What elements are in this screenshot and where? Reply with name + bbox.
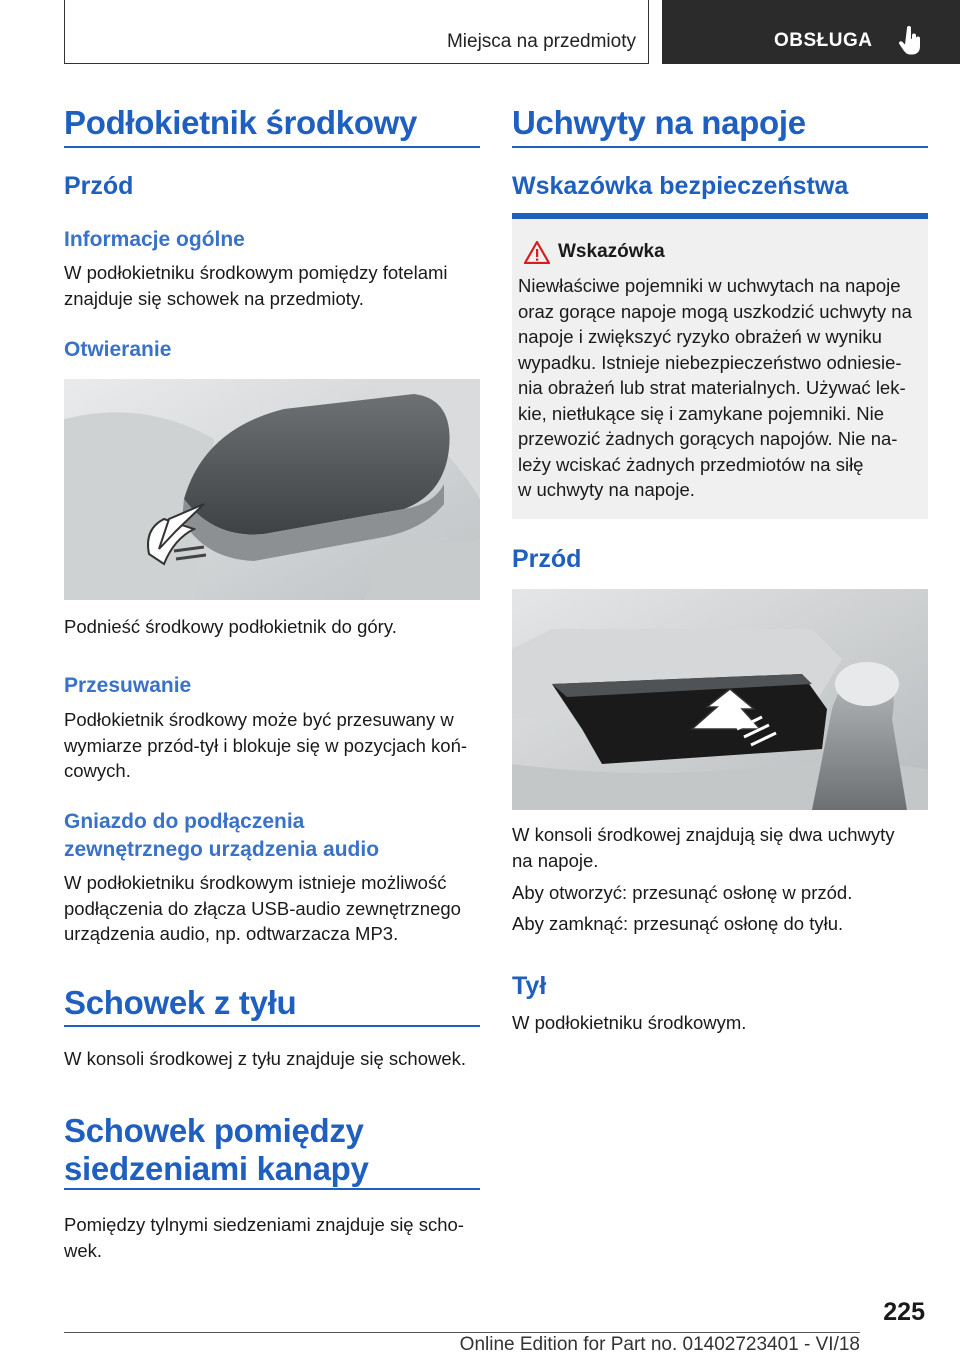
cupholder-illustration xyxy=(512,589,928,810)
warning-triangle-icon xyxy=(524,241,550,264)
heading-rule xyxy=(64,146,480,148)
heading-front-cupholder: Przód xyxy=(512,545,582,573)
heading-audio xyxy=(64,808,379,864)
heading-rule xyxy=(64,1188,480,1190)
text-line: oraz gorące napoje mogą uszkodzić uchwyty na xyxy=(518,300,912,322)
header-section-box xyxy=(64,0,649,64)
chapter-title: OBSŁUGA xyxy=(774,30,873,51)
text-line: W podłokietniku środkowym pomiędzy fotelami xyxy=(64,262,448,283)
heading-rear-storage: Schowek z tyłu xyxy=(64,984,297,1021)
text-line: Podłokietnik środkowy może być przesuwany w xyxy=(64,709,454,730)
paragraph-rear-storage: W konsoli środkowej z tyłu znajduje się schowek. xyxy=(64,1048,467,1069)
heading-general-info: Informacje ogólne xyxy=(64,228,245,251)
text-line: w uchwyty na napoje. xyxy=(518,479,695,500)
heading-line: siedzeniami kanapy xyxy=(64,1150,369,1187)
paragraph-rear-cupholder: W podłokietniku środkowym. xyxy=(512,1012,747,1033)
paragraph-between-seats xyxy=(64,1212,484,1263)
heading-front: Przód xyxy=(64,172,134,200)
section-title: Miejsca na przedmioty xyxy=(446,31,636,52)
paragraph-open: Aby otworzyć: przesunąć osłonę w przód. xyxy=(512,882,853,903)
text-line: urządzenia audio, np. odtwarzacza MP3. xyxy=(64,923,399,944)
text-line: Niewłaściwe pojemniki w uchwytach na napoje xyxy=(518,275,901,296)
paragraph-sliding xyxy=(64,707,484,784)
heading-line: zewnętrznego urządzenia audio xyxy=(64,838,380,861)
paragraph-front-cupholder xyxy=(512,822,932,873)
warning-title: Wskazówka xyxy=(558,241,665,262)
heading-between-seats xyxy=(64,1112,369,1188)
hand-pointer-icon xyxy=(898,26,924,56)
text-line: nia obrażeń lub strat materialnych. Używać lek- xyxy=(518,377,906,398)
text-line: kie, nietłukące się i zamykane pojemniki. Nie xyxy=(518,402,885,424)
cupholder-photo xyxy=(512,589,928,810)
text-line: W konsoli środkowej znajdują się dwa uchwyty xyxy=(512,824,895,845)
footer-edition: Online Edition for Part no. 01402723401 - VI/18 xyxy=(459,1334,860,1355)
text-line: wek. xyxy=(64,1239,103,1261)
armrest-photo xyxy=(64,379,480,600)
header-chapter-box xyxy=(662,0,960,64)
text-line: przewozić żadnych gorących napojów. Nie na- xyxy=(518,428,898,449)
text-line: W podłokietniku środkowym istnieje możliwość xyxy=(64,872,447,893)
warning-text xyxy=(518,273,928,503)
text-line: cowych. xyxy=(64,760,131,781)
heading-line: Schowek pomiędzy xyxy=(64,1112,364,1149)
text-line: napoje i zwiększyć ryzyko obrażeń w wyniku xyxy=(518,326,882,347)
paragraph-audio xyxy=(64,870,484,947)
heading-armrest: Podłokietnik środkowy xyxy=(64,104,418,141)
heading-cupholders: Uchwyty na napoje xyxy=(512,104,806,141)
heading-sliding: Przesuwanie xyxy=(64,674,192,697)
text-line: znajduje się schowek na przedmioty. xyxy=(64,287,364,309)
heading-opening: Otwieranie xyxy=(64,338,172,361)
text-line: wypadku. Istnieje niebezpieczeństwo odniesie- xyxy=(518,351,902,373)
armrest-illustration xyxy=(64,379,480,600)
text-line: podłączenia do złącza USB-audio zewnętrznego xyxy=(64,897,461,919)
heading-rule xyxy=(64,1025,480,1027)
page-number: 225 xyxy=(883,1298,925,1326)
paragraph-opening: Podnieść środkowy podłokietnik do góry. xyxy=(64,616,397,637)
text-line: na napoje. xyxy=(512,849,599,871)
text-line: Pomiędzy tylnymi siedzeniami znajduje się scho- xyxy=(64,1214,464,1235)
footer-rule xyxy=(64,1332,860,1333)
heading-line: Gniazdo do podłączenia xyxy=(64,810,305,833)
text-line: leży wciskać żadnych przedmiotów na siłę xyxy=(518,453,864,475)
warning-box xyxy=(512,219,928,519)
text-line: wymiarze przód-tył i blokuje się w pozycjach koń- xyxy=(64,734,468,756)
heading-safety: Wskazówka bezpieczeństwa xyxy=(512,172,849,200)
paragraph-general-info xyxy=(64,260,484,311)
paragraph-close: Aby zamknąć: przesunąć osłonę do tyłu. xyxy=(512,913,844,934)
heading-rule xyxy=(512,146,928,148)
heading-rear-cupholder: Tył xyxy=(512,972,547,1000)
